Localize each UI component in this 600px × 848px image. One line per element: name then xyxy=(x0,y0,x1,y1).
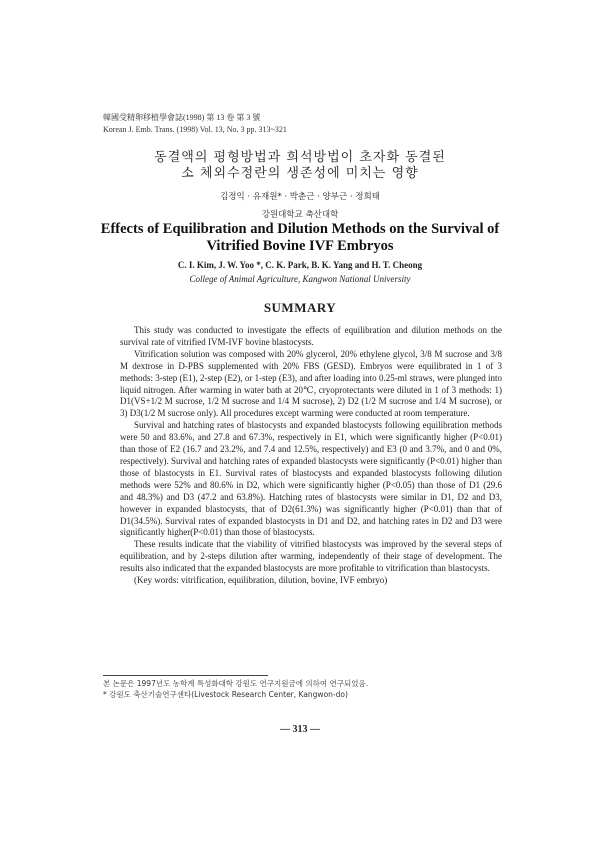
keywords: (Key words: vitrification, equilibration, dilution, bovine, IVF embryo) xyxy=(134,575,388,586)
summary-body xyxy=(120,325,502,587)
page-number: — 313 — xyxy=(280,724,320,735)
footnote-divider xyxy=(103,675,268,676)
summary-paragraph-2: Vitrification solution was composed with 20% glycerol, 20% ethylene glycol, 3/8 M sucrose and 3/8 M dextrose in D-PBS supplemented with 20% FBS (GESD). Embryos were equilibrated in 1 of 3 methods: 3-step (E1), 2-step (E2), or 1-step (E3), and after loading into 0.25-ml straws, were plunged into liquid nitrogen. After warming in water bath at 20℃, cryoprotectants were diluted in 1 of 3 methods: 1) D1(VS+1/2 M sucrose, 1/2 M sucrose and 1/4 M sucrose), 2) D2 (1/2 M sucrose and 1/4 M sucrose), or 3) D3(1/2 M sucrose only). All procedures except warming were conducted at room temperature. xyxy=(120,348,502,419)
english-title-line-2: Vitrified Bovine IVF Embryos xyxy=(206,238,394,254)
korean-author-names: 김정익 · 유재원* · 박춘근 · 양부근 · 정희태 xyxy=(220,192,380,202)
english-author-names: C. I. Kim, J. W. Yoo *, C. K. Park, B. K. Yang and H. T. Cheong xyxy=(177,260,423,270)
korean-affiliation: 강원대학교 축산대학 xyxy=(261,210,339,220)
english-affiliation: College of Animal Agriculture, Kangwon National University xyxy=(189,274,411,284)
english-authors xyxy=(0,258,600,286)
summary-paragraph-1: This study was conducted to investigate the effects of equilibration and dilution methods on the survival rate of vitrified IVM-IVF bovine blastocysts. xyxy=(120,325,502,347)
journal-citation xyxy=(103,112,287,136)
english-title-line-1: Effects of Equilibration and Dilution Methods on the Survival of xyxy=(100,221,500,237)
korean-title-line-2: 소 체외수정란의 생존성에 미치는 영향 xyxy=(181,166,419,181)
footnotes xyxy=(103,678,368,700)
footnote-affiliation: * 강원도 축산기술연구센타(Livestock Research Center, Kangwon-do) xyxy=(103,690,348,699)
journal-citation-english: Korean J. Emb. Trans. (1998) Vol. 13, No. 3 pp. 313~321 xyxy=(103,125,287,134)
korean-authors xyxy=(0,188,600,224)
summary-paragraph-3: Survival and hatching rates of blastocysts and expanded blastocysts following equilibration methods were 50 and 83.6%, and 27.8 and 67.3%, respectively in E1, which were significantly higher (P<0.01) than those of E2 (16.7 and 23.2%, and 7.4 and 12.5%, respectively) and E3 (0 and 3.7%, and 0 and 0%, respectively). Survival and hatching rates of expanded blastocysts were significantly (P<0.01) higher than those of blastocysts in E1. Survival rates of blastocysts and expanded blastocysts following dilution methods were 52% and 80.6% in D2, which were significantly higher (P<0.05) than those of D1 (29.6 and 48.3%) and D3 (47.2 and 63.8%). Hatching rates of blastocysts were similar in D1, D2 and D3, however in expanded blastocysts, that of D2(61.3%) was significantly higher (P<0.01) than that of D1(34.5%). Survival rates of expanded blastocysts in D1 and D2, and hatching rates in D2 and D3 were significantly higher(P<0.01) than those of blastocysts. xyxy=(120,420,502,538)
english-title xyxy=(0,221,600,255)
korean-title xyxy=(0,150,600,182)
summary-heading: SUMMARY xyxy=(263,300,337,315)
footnote-funding: 본 논문은 1997년도 농학계 특성화대학 강원도 연구지원금에 의하여 연구되었음. xyxy=(103,679,369,688)
summary-paragraph-4: These results indicate that the viability of vitrified blastocysts was improved by the several steps of equilibration, and by 2-steps dilution after warming, independently of their stage of development. The results also indicated that the expanded blastocysts are more profitable to vitrification than blastocysts. xyxy=(120,539,502,574)
journal-citation-korean: 韓國受精卵移植學會誌(1998) 第 13 卷 第 3 號 xyxy=(103,113,261,122)
korean-title-line-1: 동결액의 평형방법과 희석방법이 초자화 동결된 xyxy=(154,150,446,165)
